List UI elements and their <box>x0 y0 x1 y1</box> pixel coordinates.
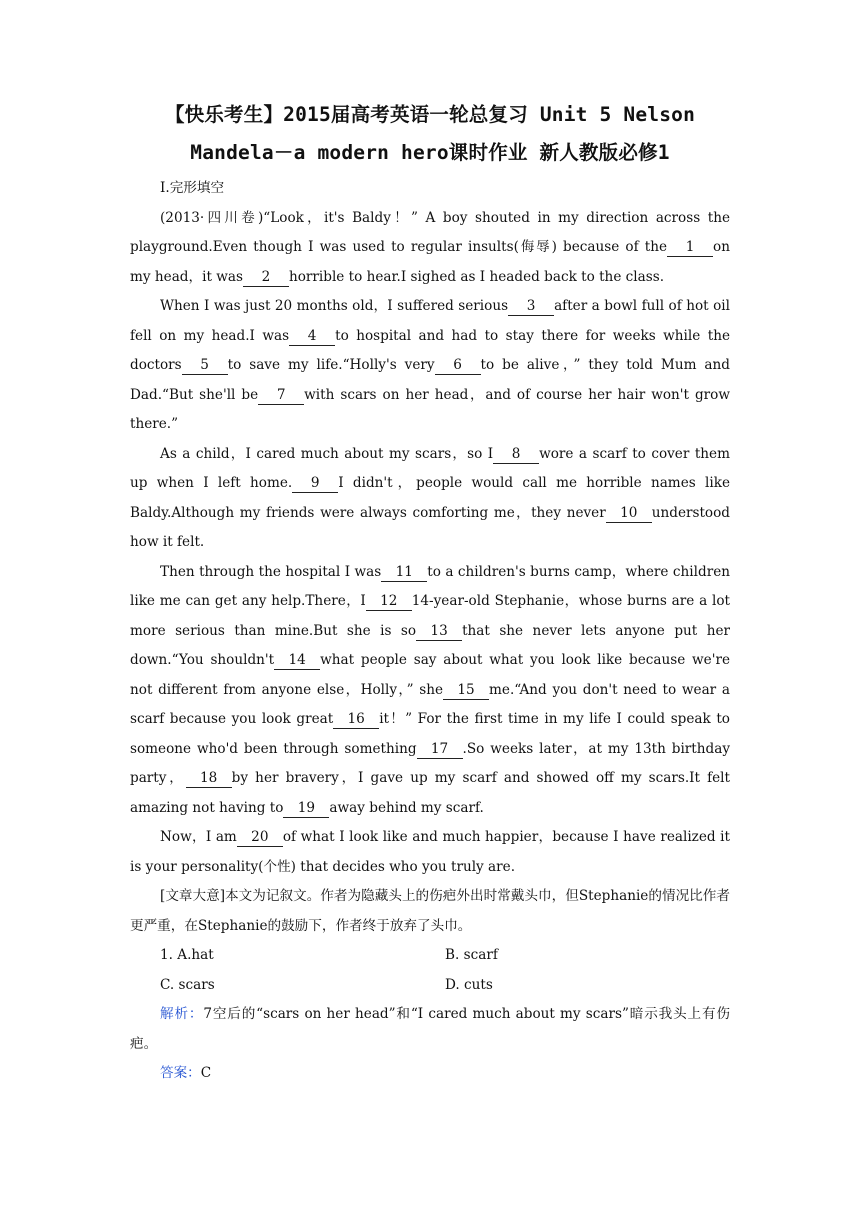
text-run: that she never lets anyone put her down.“You shouldn't <box>130 622 730 668</box>
text-run: away behind my scarf. <box>329 799 484 816</box>
paragraph-4 <box>130 558 730 824</box>
text-run: As a child，I cared much about my scars，so I <box>160 445 494 462</box>
summary-paragraph: [文章大意]本文为记叙文。作者为隐藏头上的伤疤外出时常戴头巾，但Stephanie的情况比作者更严重，在Stephanie的鼓励下，作者终于放弃了头巾。 <box>130 888 730 934</box>
text-run: to hospital and had to stay there for weeks while the doctors <box>130 327 730 373</box>
text-run: 14-year-old Stephanie，whose burns are a lot more serious than mine.But she is so <box>130 593 730 639</box>
paragraph-2 <box>130 292 730 440</box>
text-run: to a children's burns camp，where children like me can get any help.There，I <box>130 563 730 609</box>
blank-5: 5 <box>182 357 228 375</box>
blank-13: 13 <box>416 623 462 641</box>
blank-7: 7 <box>258 387 304 405</box>
section-heading: Ⅰ.完形填空 <box>160 180 225 196</box>
document-body <box>130 174 730 1089</box>
blank-10: 10 <box>606 505 652 523</box>
paragraph-3 <box>130 440 730 558</box>
option-c: C. scars <box>160 976 215 993</box>
answer-label: 答案： <box>160 1065 201 1081</box>
blank-18: 18 <box>186 770 232 788</box>
blank-11: 11 <box>381 564 427 582</box>
paragraph-5 <box>130 823 730 882</box>
text-run: to be alive，” they told Mum and Dad.“But she'll be <box>130 357 730 403</box>
text-run: (2013·四川卷)“Look，it's Baldy！” A boy shouted in my direction across the playground.Even though I was used to regular insults(侮辱) because of the <box>130 209 730 255</box>
text-run: with scars on her head，and of course her hair won't grow there.” <box>130 386 731 432</box>
text-run: .So weeks later，at my 13th birthday party， <box>130 740 730 786</box>
text-run: I didn't，people would call me horrible names like Baldy.Although my friends were always comforting me，they never <box>130 475 730 521</box>
analysis-text: 7空后的“scars on her head”和“I cared much about my scars”暗示我头上有伤疤。 <box>130 1006 730 1052</box>
blank-1: 1 <box>667 239 713 257</box>
answer-paragraph <box>130 1059 730 1089</box>
text-run: When I was just 20 months old，I suffered serious <box>160 298 509 314</box>
blank-3: 3 <box>508 298 554 316</box>
text-run: it！” For the first time in my life I could speak to someone who'd been through something <box>130 711 730 757</box>
analysis-label: 解析： <box>160 1006 204 1022</box>
blank-17: 17 <box>417 741 463 759</box>
text-run: on my head，it was <box>130 239 730 285</box>
title-line-1: 【快乐考生】2015届高考英语一轮总复习 Unit 5 Nelson <box>164 103 696 126</box>
question-1-options <box>160 941 730 1000</box>
blank-12: 12 <box>366 593 412 611</box>
text-run: to save my life.“Holly's very <box>227 357 435 373</box>
blank-20: 20 <box>237 829 283 847</box>
option-b: B. scarf <box>445 947 498 963</box>
text-run: Now，I am <box>160 829 237 845</box>
blank-15: 15 <box>443 682 489 700</box>
options-row <box>160 971 730 1001</box>
document-title <box>130 96 730 172</box>
blank-8: 8 <box>493 446 539 464</box>
text-run: understood how it felt. <box>130 504 730 550</box>
blank-4: 4 <box>289 328 335 346</box>
option-a: 1. A.hat <box>160 947 214 963</box>
blank-14: 14 <box>274 652 320 670</box>
paragraph-1 <box>130 204 730 293</box>
options-row <box>160 941 730 971</box>
text-run: horrible to hear.I sighed as I headed back to the class. <box>288 268 665 285</box>
text-run: what people say about what you look like because we're not different from anyone else，Holly，” she <box>130 652 730 698</box>
text-run: after a bowl full of hot oil fell on my head.I was <box>130 298 730 344</box>
blank-6: 6 <box>435 357 481 375</box>
text-run: of what I look like and much happier，because I have realized it is your personality(个性) that decides who you truly are. <box>130 829 730 875</box>
text-run: by her bravery，I gave up my scarf and showed off my scars.It felt amazing not having to <box>130 770 730 816</box>
text-run: wore a scarf to cover them up when I left home. <box>130 445 730 491</box>
text-run: Then through the hospital I was <box>160 563 382 580</box>
option-d: D. cuts <box>445 976 493 993</box>
blank-2: 2 <box>243 269 289 287</box>
answer-value: C <box>200 1065 212 1081</box>
blank-19: 19 <box>283 800 329 818</box>
analysis-paragraph <box>130 1000 730 1059</box>
title-line-2: Mandela－a modern hero课时作业 新人教版必修1 <box>190 141 670 164</box>
text-run: me.“And you don't need to wear a scarf because you look great <box>130 681 730 727</box>
blank-16: 16 <box>333 711 379 729</box>
blank-9: 9 <box>292 475 338 493</box>
